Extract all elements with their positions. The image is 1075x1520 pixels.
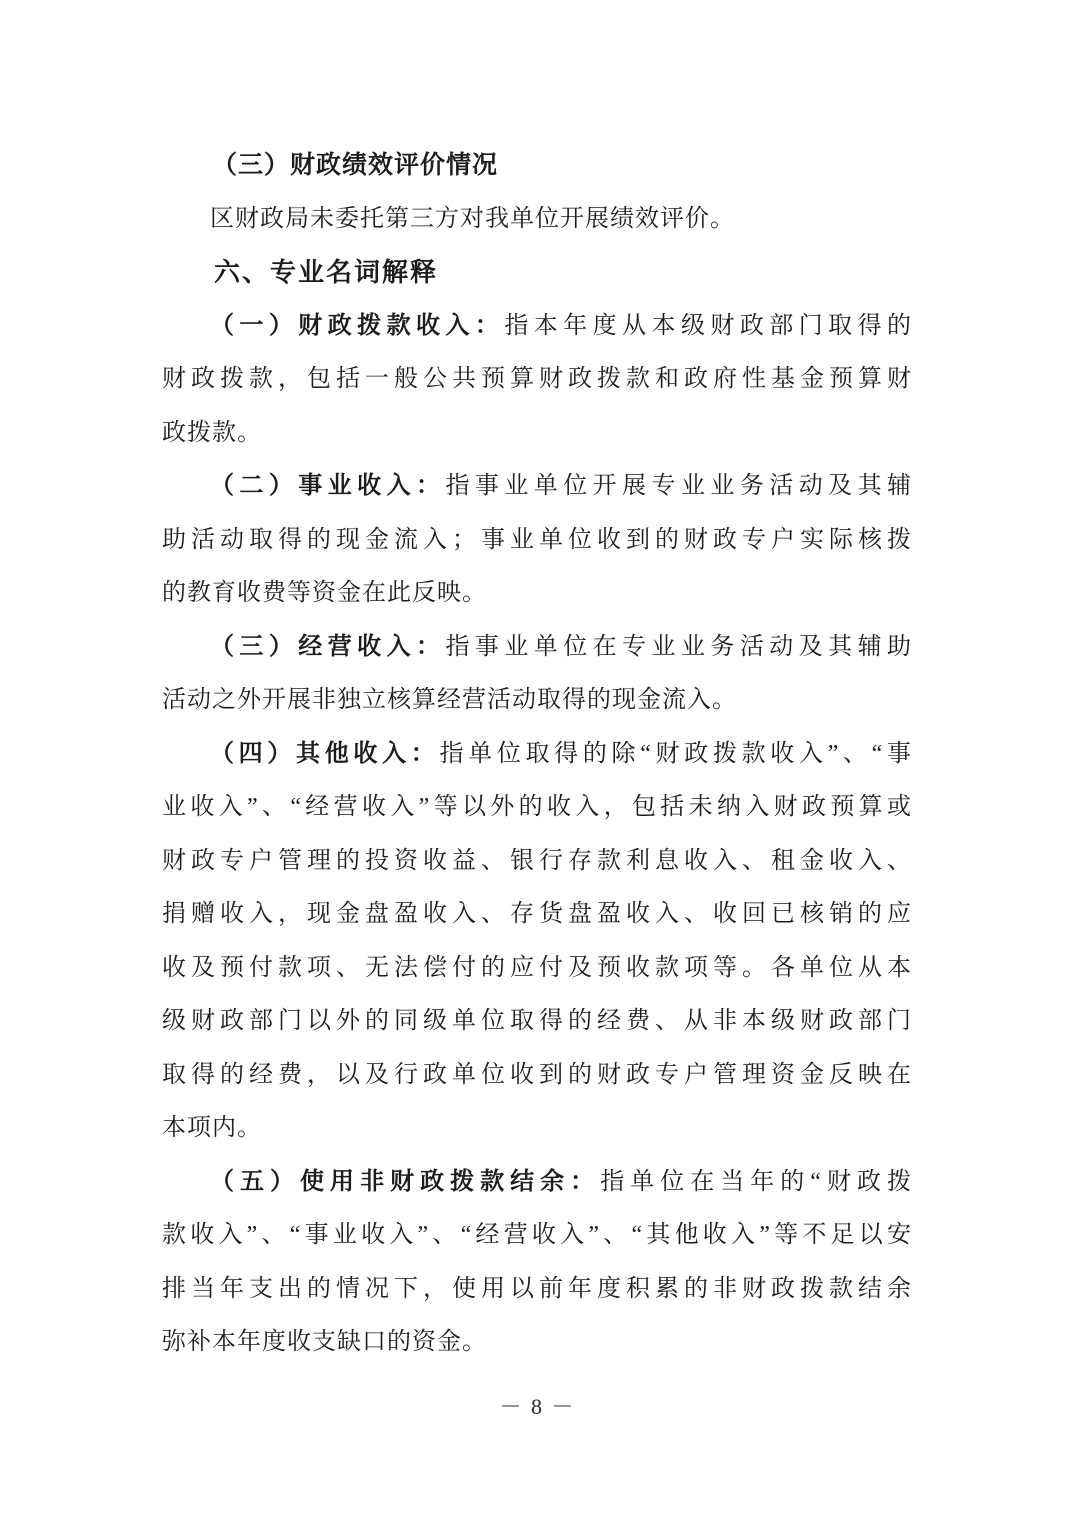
text-line: 活动之外开展非独立核算经营活动取得的现金流入。 [162,687,737,713]
text-line: 取得的经费，以及行政单位收到的财政专户管理资金反映在 [162,1061,912,1088]
text-line: 弥补本年度收支缺口的资金。 [162,1329,487,1355]
term-lead: （五）使用非财政拨款结余： [210,1168,601,1195]
text-line: 区财政局未委托第三方对我单位开展绩效评价。 [210,205,735,232]
text-line: （五）使用非财政拨款结余：指单位在当年的“财政拨 [210,1168,913,1195]
paragraph [162,460,912,621]
term-lead: （三）经营收入： [210,633,446,660]
text-line: （一）财政拨款收入：指本年度从本级财政部门取得的 [210,312,913,339]
term-lead: （二）事业收入： [210,473,446,499]
text-line: （二）事业收入：指事业单位开展专业业务活动及其辅 [210,473,913,499]
text-line: 财政专户管理的投资收益、银行存款利息收入、租金收入、 [162,847,912,874]
text-line: 业收入”、“经营收入”等以外的收入，包括未纳入财政预算或 [162,794,912,820]
text-line: （四）其他收入：指单位取得的除“财政拨款收入”、“事 [210,740,912,767]
paragraph [162,621,912,728]
text-line: 排当年支出的情况下，使用以前年度积累的非财政拨款结余 [162,1275,912,1302]
page-number: － 8 － [499,1394,576,1419]
section-heading [162,246,912,300]
term-lead: （四）其他收入： [210,740,440,767]
term-lead: 六、专业名词解释 [214,257,439,287]
paragraph [162,300,912,461]
paragraph [162,1156,912,1370]
term-lead: （一）财政拨款收入： [210,312,505,339]
text-line [162,139,912,193]
text-line: （三）经营收入：指事业单位在专业业务活动及其辅助 [210,633,913,660]
document-body [162,139,912,1370]
paragraph [162,193,912,247]
text-line: 收及预付款项、无法偿付的应付及预收款项等。各单位从本 [162,954,912,981]
text-line: 的教育收费等资金在此反映。 [162,580,487,606]
text-line: 政拨款。 [162,419,262,446]
text-line: 级财政部门以外的同级单位取得的经费、从非本级财政部门 [162,1008,912,1034]
text-line: 助活动取得的现金流入；事业单位收到的财政专户实际核拨 [162,526,912,553]
text-line: 捐赠收入，现金盘盈收入、存货盘盈收入、收回已核销的应 [162,901,912,927]
section-heading [162,139,912,193]
text-line: 款收入”、“事业收入”、“经营收入”、“其他收入”等不足以安 [162,1222,912,1248]
text-line: 财政拨款，包括一般公共预算财政拨款和政府性基金预算财 [162,366,912,392]
text-line: 本项内。 [162,1115,262,1141]
text-line [162,246,912,300]
paragraph [162,728,912,1156]
term-lead: （三）财政绩效评价情况 [212,152,499,179]
